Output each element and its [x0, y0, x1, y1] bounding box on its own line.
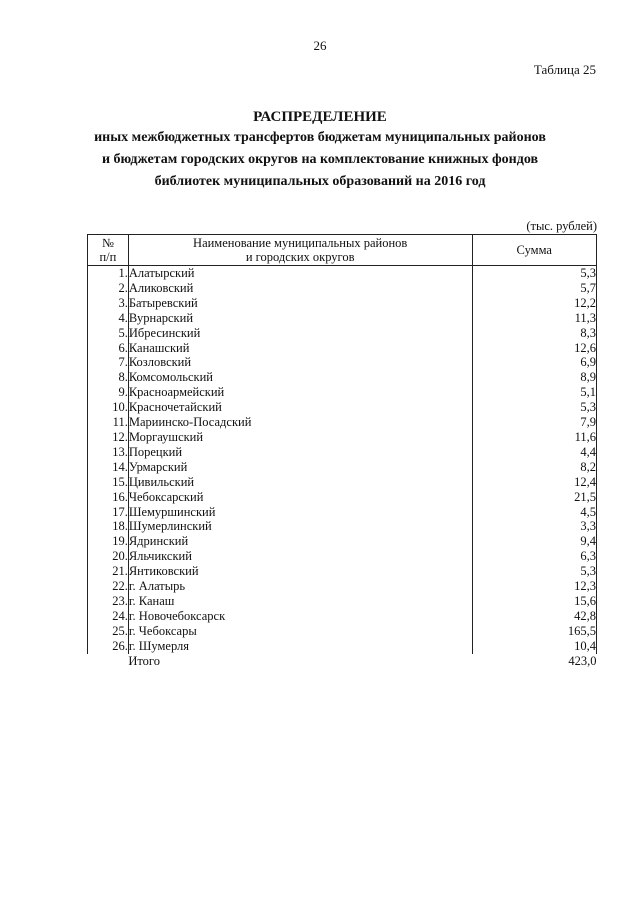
- table-row: [88, 579, 597, 594]
- row-number: 20.: [88, 549, 129, 564]
- table-row: [88, 624, 597, 639]
- row-number: 7.: [88, 355, 129, 370]
- row-name: г. Шумерля: [128, 639, 472, 654]
- table-row: [88, 505, 597, 520]
- table-label: Таблица 25: [533, 62, 596, 77]
- table-row: [88, 639, 597, 654]
- row-number: 3.: [88, 296, 129, 311]
- row-sum: 5,7: [472, 281, 596, 296]
- row-sum: 12,4: [472, 475, 596, 490]
- row-sum: 42,8: [472, 609, 596, 624]
- row-sum: 5,1: [472, 385, 596, 400]
- distribution-table: [87, 234, 597, 668]
- row-number: 19.: [88, 534, 129, 549]
- table-row: [88, 490, 597, 505]
- header-number: [88, 235, 129, 266]
- table-row: [88, 609, 597, 624]
- row-sum: 21,5: [472, 490, 596, 505]
- row-number: 15.: [88, 475, 129, 490]
- table-row: [88, 534, 597, 549]
- row-name: Янтиковский: [128, 564, 472, 579]
- title-line-2: и бюджетам городских округов на комплектование книжных фондов: [101, 152, 539, 167]
- row-name: г. Канаш: [128, 594, 472, 609]
- row-number: 16.: [88, 490, 129, 505]
- row-name: Цивильский: [128, 475, 472, 490]
- row-name: Вурнарский: [128, 311, 472, 326]
- row-number: 6.: [88, 341, 129, 356]
- table-row: [88, 266, 597, 281]
- row-sum: 15,6: [472, 594, 596, 609]
- row-name: Ядринский: [128, 534, 472, 549]
- row-name: г. Новочебоксарск: [128, 609, 472, 624]
- row-number: 12.: [88, 430, 129, 445]
- row-name: Моргаушский: [128, 430, 472, 445]
- row-number: 14.: [88, 460, 129, 475]
- table-row: [88, 400, 597, 415]
- page-number: 26: [313, 38, 327, 53]
- row-name: Чебоксарский: [128, 490, 472, 505]
- table-row: [88, 460, 597, 475]
- title-line-3: библиотек муниципальных образований на 2016 год: [154, 174, 486, 189]
- header-name: [128, 235, 472, 266]
- table-row: [88, 341, 597, 356]
- row-name: Батыревский: [128, 296, 472, 311]
- row-number: 26.: [88, 639, 129, 654]
- row-number: 1.: [88, 266, 129, 281]
- row-name: Ибресинский: [128, 326, 472, 341]
- row-name: Порецкий: [128, 445, 472, 460]
- row-name: г. Чебоксары: [128, 624, 472, 639]
- row-number: 8.: [88, 370, 129, 385]
- table-row: [88, 370, 597, 385]
- table-row: [88, 594, 597, 609]
- total-row: [88, 654, 597, 669]
- row-name: Алатырский: [128, 266, 472, 281]
- header-number-line-1: №: [101, 236, 114, 250]
- row-sum: 12,3: [472, 579, 596, 594]
- row-sum: 165,5: [472, 624, 596, 639]
- row-name: Козловский: [128, 355, 472, 370]
- table-header-row: [88, 235, 597, 266]
- table-body: [88, 266, 597, 669]
- table-row: [88, 415, 597, 430]
- header-number-line-2: п/п: [99, 250, 117, 264]
- row-sum: 6,3: [472, 549, 596, 564]
- row-number: 18.: [88, 519, 129, 534]
- row-number: 13.: [88, 445, 129, 460]
- header-name-line-1: Наименование муниципальных районов: [193, 236, 408, 250]
- row-sum: 5,3: [472, 400, 596, 415]
- row-number: 2.: [88, 281, 129, 296]
- row-number: 10.: [88, 400, 129, 415]
- row-name: Красночетайский: [128, 400, 472, 415]
- row-sum: 12,2: [472, 296, 596, 311]
- row-sum: 7,9: [472, 415, 596, 430]
- row-sum: 6,9: [472, 355, 596, 370]
- row-sum: 8,9: [472, 370, 596, 385]
- table-row: [88, 519, 597, 534]
- table-row: [88, 355, 597, 370]
- table-row: [88, 564, 597, 579]
- row-number: 21.: [88, 564, 129, 579]
- row-name: Шемуршинский: [128, 505, 472, 520]
- table-row: [88, 445, 597, 460]
- total-label: Итого: [128, 653, 160, 668]
- row-name: Аликовский: [128, 281, 472, 296]
- row-sum: 4,5: [472, 505, 596, 520]
- table-row: [88, 549, 597, 564]
- row-number: 11.: [88, 415, 129, 430]
- row-name: Комсомольский: [128, 370, 472, 385]
- row-number: 24.: [88, 609, 129, 624]
- table-row: [88, 385, 597, 400]
- row-sum: 11,6: [472, 430, 596, 445]
- row-name: Шумерлинский: [128, 519, 472, 534]
- row-sum: 9,4: [472, 534, 596, 549]
- row-name: Мариинско-Посадский: [128, 415, 472, 430]
- row-number: 17.: [88, 505, 129, 520]
- row-name: Яльчикский: [128, 549, 472, 564]
- table-row: [88, 281, 597, 296]
- table-row: [88, 311, 597, 326]
- row-sum: 5,3: [472, 564, 596, 579]
- row-number: 9.: [88, 385, 129, 400]
- row-name: Канашский: [128, 341, 472, 356]
- header-sum: Сумма: [472, 235, 596, 266]
- row-number: 4.: [88, 311, 129, 326]
- row-sum: 11,3: [472, 311, 596, 326]
- row-name: Красноармейский: [128, 385, 472, 400]
- row-sum: 10,4: [472, 639, 596, 654]
- row-sum: 4,4: [472, 445, 596, 460]
- table-row: [88, 326, 597, 341]
- row-sum: 8,3: [472, 326, 596, 341]
- title-line-1: иных межбюджетных трансфертов бюджетам муниципальных районов: [94, 130, 546, 145]
- table-row: [88, 296, 597, 311]
- row-name: г. Алатырь: [128, 579, 472, 594]
- header-name-line-2: и городских округов: [245, 250, 355, 264]
- row-number: 5.: [88, 326, 129, 341]
- units-note: (тыс. рублей): [526, 219, 597, 233]
- row-number: 22.: [88, 579, 129, 594]
- table-row: [88, 430, 597, 445]
- total-sum: 423,0: [568, 653, 597, 668]
- title-main: РАСПРЕДЕЛЕНИЕ: [253, 109, 387, 125]
- total-num-cell: [88, 654, 129, 669]
- row-sum: 12,6: [472, 341, 596, 356]
- row-sum: 5,3: [472, 266, 596, 281]
- table-row: [88, 475, 597, 490]
- row-name: Урмарский: [128, 460, 472, 475]
- row-sum: 8,2: [472, 460, 596, 475]
- document-title: [0, 107, 640, 193]
- row-number: 23.: [88, 594, 129, 609]
- row-number: 25.: [88, 624, 129, 639]
- row-sum: 3,3: [472, 519, 596, 534]
